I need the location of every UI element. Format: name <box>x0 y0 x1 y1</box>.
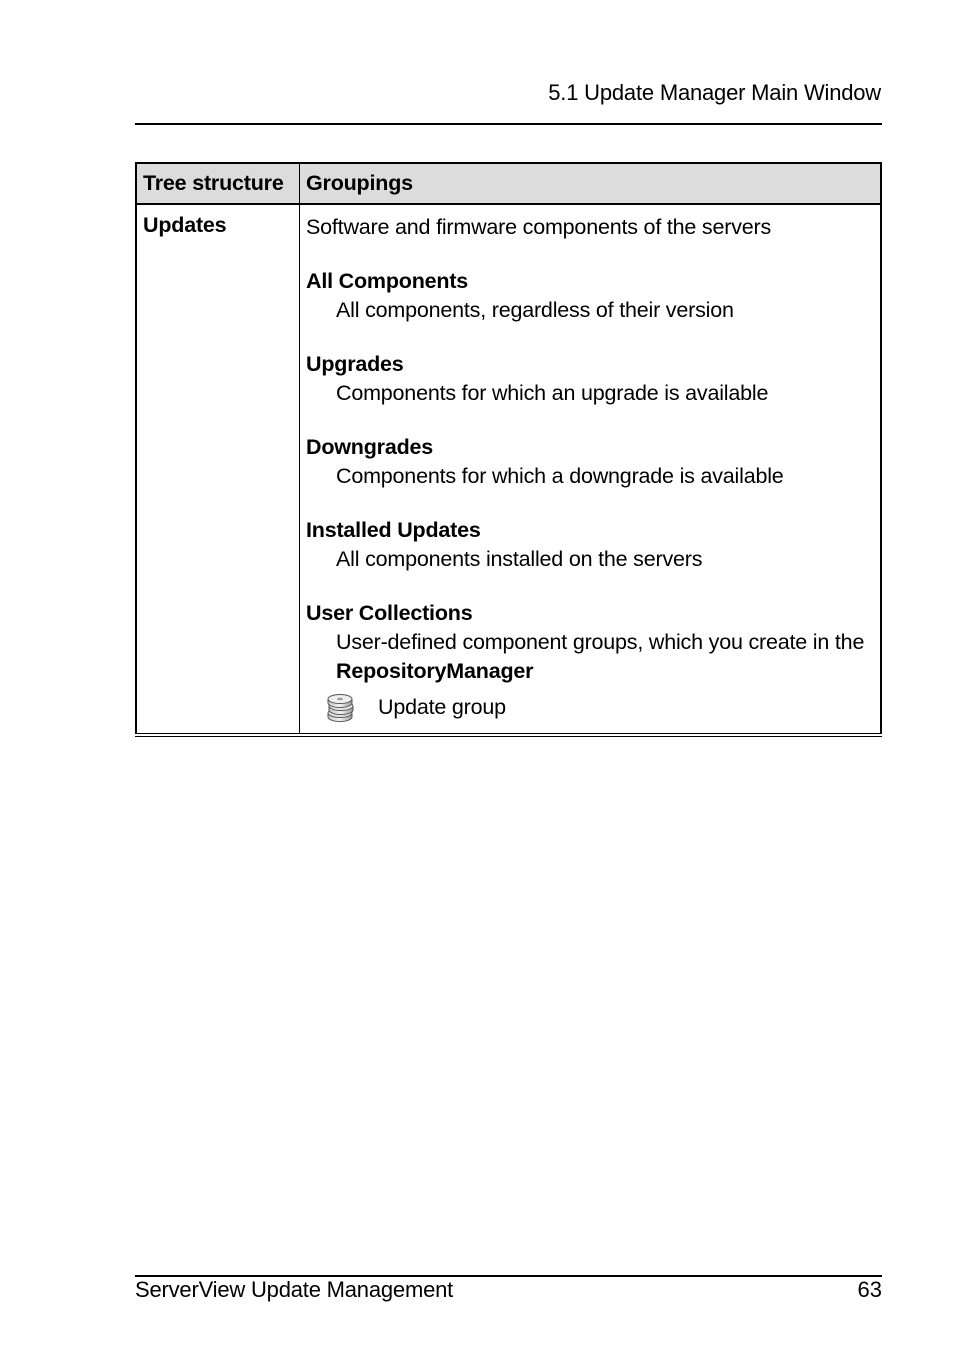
group-name: Installed Updates <box>306 518 481 542</box>
groupings-cell <box>300 204 882 735</box>
update-group-icon <box>324 691 356 723</box>
group-description: Components for which a downgrade is available <box>336 464 784 488</box>
repository-manager-term: RepositoryManager <box>336 659 534 683</box>
footer-product-name: ServerView Update Management <box>135 1277 454 1302</box>
group-name: User Collections <box>306 601 473 625</box>
header-groupings: Groupings <box>300 163 882 204</box>
group-description: Components for which an upgrade is available <box>336 381 769 405</box>
table-row <box>136 204 881 735</box>
table-header-row <box>136 163 881 204</box>
group-user-collections <box>306 599 874 686</box>
header-rule <box>135 123 882 125</box>
group-description: All components, regardless of their version <box>336 298 734 322</box>
group-description-text: User-defined component groups, which you create in the <box>336 630 865 654</box>
page-number: 63 <box>857 1277 882 1302</box>
tree-item-updates: Updates <box>136 204 300 735</box>
group-name: All Components <box>306 269 469 293</box>
running-header: 5.1 Update Manager Main Window <box>548 80 881 105</box>
group-description <box>306 628 874 686</box>
update-group-label: Update group <box>378 694 506 719</box>
group-downgrades <box>306 433 874 491</box>
group-upgrades <box>306 350 874 408</box>
group-name: Upgrades <box>306 352 404 376</box>
groupings-intro: Software and firmware components of the servers <box>306 215 772 239</box>
group-name: Downgrades <box>306 435 434 459</box>
groupings-table <box>135 162 882 737</box>
header-tree-structure: Tree structure <box>136 163 300 204</box>
group-description: All components installed on the servers <box>336 547 703 571</box>
group-all-components <box>306 267 874 325</box>
update-group-legend <box>306 691 874 723</box>
group-installed-updates <box>306 516 874 574</box>
